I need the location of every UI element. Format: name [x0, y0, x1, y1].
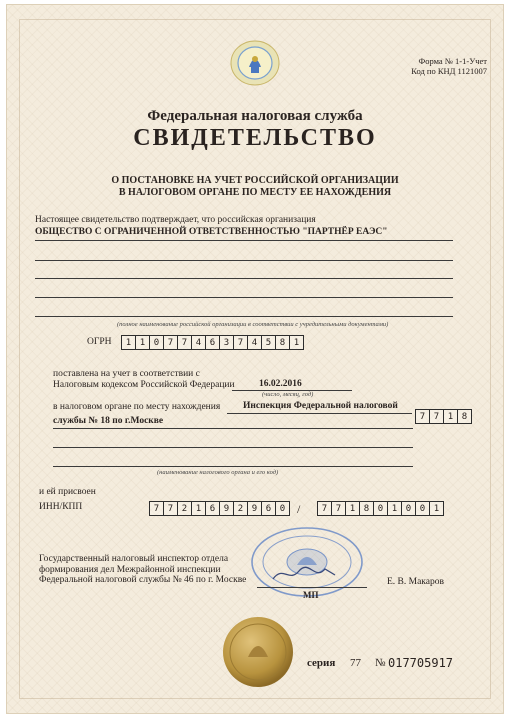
- subtitle-line-1: О ПОСТАНОВКЕ НА УЧЕТ РОССИЙСКОЙ ОРГАНИЗАЦИИ: [111, 175, 399, 186]
- org-line: [35, 278, 453, 279]
- page-title: СВИДЕТЕЛЬСТВО: [133, 125, 377, 151]
- form-number: Форма № 1-1-Учет: [418, 56, 487, 66]
- kpp-digit: 1: [429, 501, 444, 516]
- inn-digit: 6: [261, 501, 276, 516]
- agency-name: Федеральная налоговая служба: [147, 108, 363, 124]
- inn-digit: 9: [219, 501, 234, 516]
- inn-digit: 0: [275, 501, 290, 516]
- kpp-digit: 1: [387, 501, 402, 516]
- kpp-digit: 0: [401, 501, 416, 516]
- authority-code-digit: 7: [429, 409, 444, 424]
- ogrn-digit: 7: [233, 335, 248, 350]
- inspector-title: [39, 554, 246, 586]
- ogrn-digit: 4: [191, 335, 206, 350]
- organization-name: ОБЩЕСТВО С ОГРАНИЧЕННОЙ ОТВЕТСТВЕННОСТЬЮ "ПАРТНЁР ЕАЭС": [35, 227, 388, 237]
- kpp-digit: 0: [415, 501, 430, 516]
- series-label: серия: [307, 657, 336, 669]
- form-knd-code: Код по КНД 1121007: [411, 66, 487, 76]
- confirm-text: Настоящее свидетельство подтверждает, что российская организация: [35, 215, 316, 225]
- series-value: 77: [350, 657, 361, 669]
- authority-line: [53, 447, 413, 448]
- ogrn-digit: 7: [163, 335, 178, 350]
- kpp-digit: 7: [317, 501, 332, 516]
- authority-code-digit: 7: [415, 409, 430, 424]
- inspector-line-3: Федеральной налоговой службы № 46 по г. Москве: [39, 575, 247, 585]
- registered-text: [53, 369, 235, 391]
- authority-name-2: службы № 18 по г.Москве: [53, 416, 164, 426]
- location-text: в налоговом органе по месту нахождения: [53, 402, 221, 412]
- kpp-digit: 7: [331, 501, 346, 516]
- inn-digit: 2: [177, 501, 192, 516]
- authority-caption: (наименование налогового органа и его код): [157, 469, 279, 476]
- ogrn-label: ОГРН: [87, 337, 112, 347]
- number-label: №: [375, 657, 386, 669]
- authority-line: [53, 466, 413, 467]
- ogrn-digit: 1: [121, 335, 136, 350]
- inn-boxes: [149, 501, 289, 516]
- inspector-name: Е. В. Макаров: [387, 577, 444, 587]
- assigned-text: и ей присвоен: [39, 487, 96, 497]
- ogrn-boxes: [121, 335, 303, 350]
- ogrn-digit: 7: [177, 335, 192, 350]
- inn-digit: 6: [205, 501, 220, 516]
- mp-label: МП: [303, 590, 319, 600]
- ogrn-digit: 1: [289, 335, 304, 350]
- inn-digit: 1: [191, 501, 206, 516]
- inspector-line-1: Государственный налоговый инспектор отдела: [39, 554, 229, 564]
- inspector-line-2: формирования дел Межрайонной инспекции: [39, 564, 221, 575]
- inn-kpp-label: ИНН/КПП: [39, 502, 83, 512]
- ogrn-digit: 3: [219, 335, 234, 350]
- org-line: [35, 297, 453, 298]
- registration-date: 16.02.2016: [259, 379, 302, 389]
- gold-seal-icon: [221, 615, 295, 689]
- ogrn-digit: 8: [275, 335, 290, 350]
- authority-line: [227, 413, 412, 414]
- registered-line-2: Налоговым кодексом Российской Федерации: [53, 380, 235, 390]
- kpp-boxes: [317, 501, 443, 516]
- ogrn-digit: 0: [149, 335, 164, 350]
- inn-digit: 2: [233, 501, 248, 516]
- authority-line: [53, 428, 413, 429]
- fns-emblem-icon: [229, 39, 281, 87]
- authority-code-digit: 8: [457, 409, 472, 424]
- inn-kpp-separator: /: [297, 502, 301, 516]
- certificate-page: [6, 4, 504, 714]
- org-line: [35, 260, 453, 261]
- ogrn-digit: 5: [261, 335, 276, 350]
- inn-digit: 7: [163, 501, 178, 516]
- org-caption: (полное наименование российской организации в соответствии с учредительными документами): [117, 321, 389, 328]
- ogrn-digit: 4: [247, 335, 262, 350]
- registered-line-1: поставлена на учет в соответствии с: [53, 369, 200, 379]
- signature-line: [257, 587, 367, 588]
- kpp-digit: 1: [345, 501, 360, 516]
- subtitle-line-2: В НАЛОГОВОМ ОРГАНЕ ПО МЕСТУ ЕЕ НАХОЖДЕНИЯ: [118, 187, 392, 198]
- org-line: [35, 316, 453, 317]
- kpp-digit: 8: [359, 501, 374, 516]
- inn-digit: 9: [247, 501, 262, 516]
- authority-code-boxes: [415, 409, 471, 424]
- authority-name-1: Инспекция Федеральной налоговой: [243, 401, 398, 411]
- inspector-signature-icon: [269, 563, 339, 585]
- kpp-digit: 0: [373, 501, 388, 516]
- inn-digit: 7: [149, 501, 164, 516]
- org-line: [35, 240, 453, 241]
- ogrn-digit: 1: [135, 335, 150, 350]
- number-value: 017705917: [388, 656, 454, 670]
- authority-code-digit: 1: [443, 409, 458, 424]
- ogrn-digit: 6: [205, 335, 220, 350]
- date-caption: (число, месяц, год): [262, 391, 314, 398]
